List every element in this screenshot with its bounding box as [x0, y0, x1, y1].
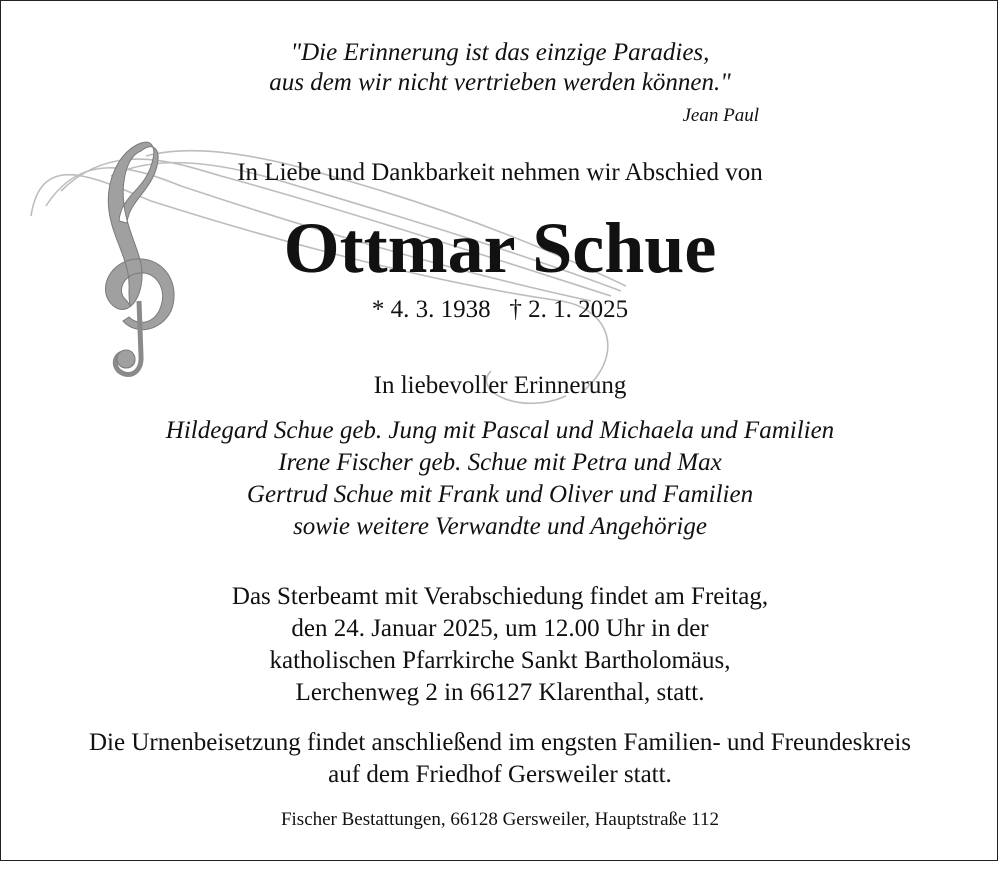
- remembrance-heading: In liebevoller Erinnerung: [373, 372, 627, 399]
- burial-line: auf dem Friedhof Gersweiler statt.: [328, 761, 672, 788]
- intro-text: In Liebe und Dankbarkeit nehmen wir Abschied von: [237, 159, 763, 186]
- quote-line: "Die Erinnerung ist das einzige Paradies,: [290, 39, 710, 66]
- deceased-name: Ottmar Schue: [283, 208, 717, 288]
- quote-author: Jean Paul: [682, 105, 759, 126]
- quote-line: aus dem wir nicht vertrieben werden können.": [269, 69, 731, 96]
- burial-info: [1, 727, 998, 791]
- life-dates: * 4. 3. 1938 † 2. 1. 2025: [371, 296, 629, 323]
- mourners-list: [1, 415, 998, 543]
- mourner-line: Hildegard Schue geb. Jung mit Pascal und Michaela und Familien: [165, 417, 835, 444]
- burial-line: Die Urnenbeisetzung findet anschließend im engsten Familien- und Freundeskreis: [88, 729, 911, 756]
- service-line: Lerchenweg 2 in 66127 Klarenthal, statt.: [295, 679, 705, 706]
- funeral-home: Fischer Bestattungen, 66128 Gersweiler, Hauptstraße 112: [280, 809, 720, 830]
- mourner-line: Irene Fischer geb. Schue mit Petra und Max: [278, 449, 722, 476]
- mourner-line: Gertrud Schue mit Frank und Oliver und Familien: [246, 481, 754, 508]
- quote: [1, 38, 998, 98]
- service-line: den 24. Januar 2025, um 12.00 Uhr in der: [291, 615, 709, 642]
- service-line: katholischen Pfarrkirche Sankt Bartholomäus,: [269, 647, 731, 674]
- service-info: [1, 581, 998, 709]
- mourner-line: sowie weitere Verwandte und Angehörige: [293, 513, 707, 540]
- service-line: Das Sterbeamt mit Verabschiedung findet am Freitag,: [231, 583, 769, 610]
